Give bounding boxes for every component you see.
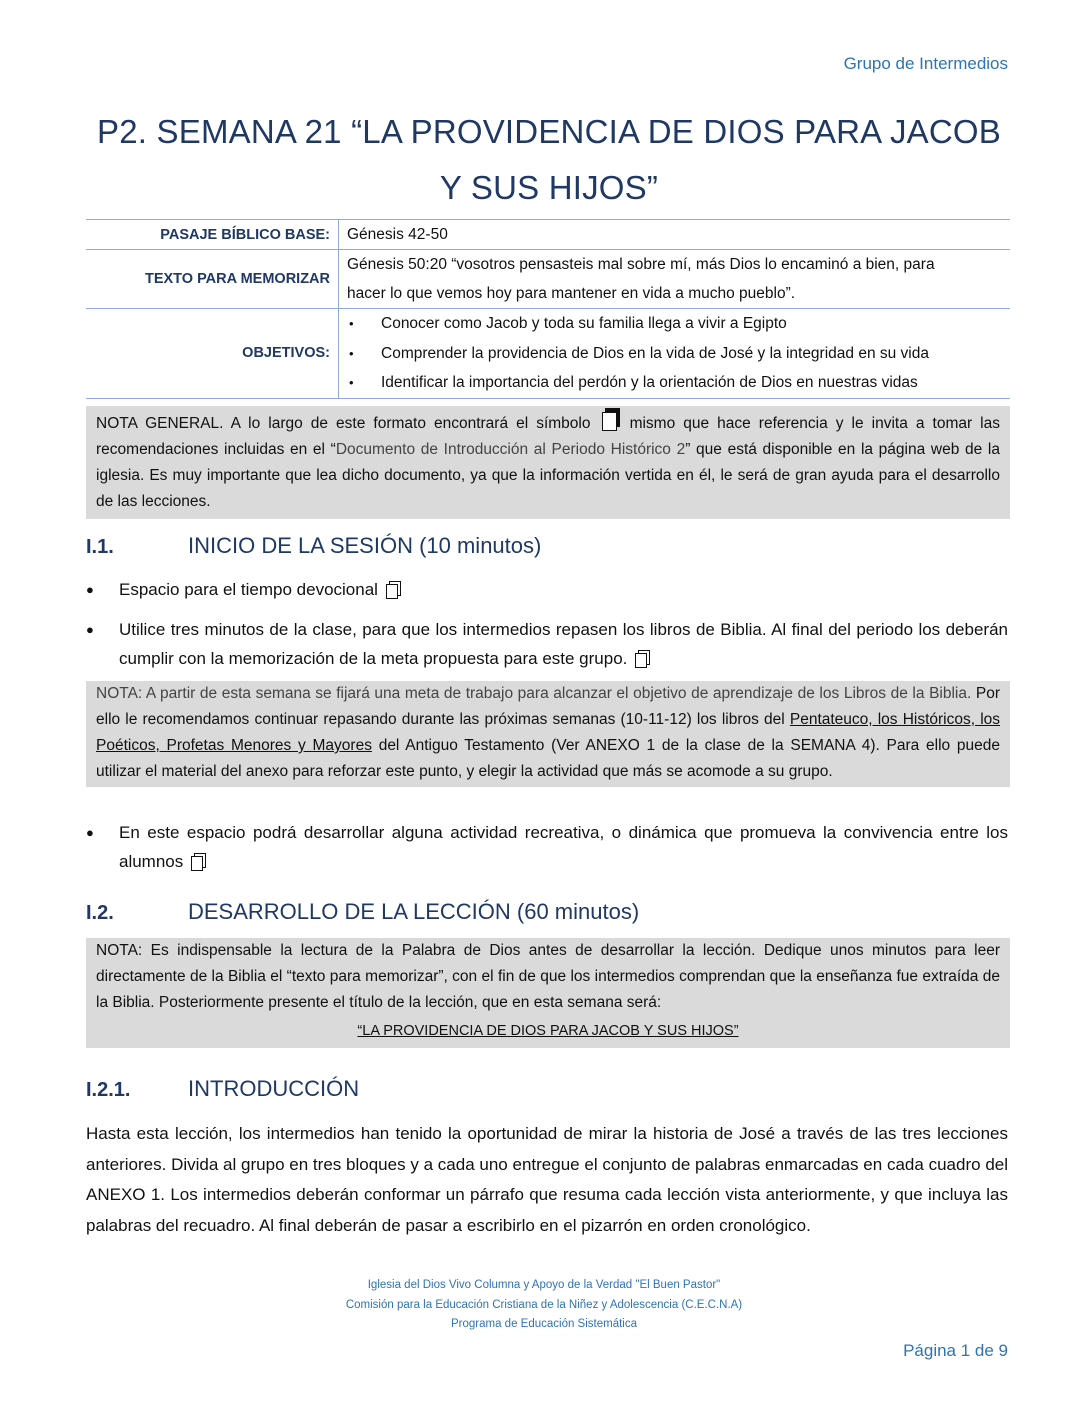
nota-lectura (86, 938, 1010, 1048)
document-icon (191, 853, 204, 869)
section-heading-inicio (86, 533, 541, 559)
objetivos-label: OBJETIVOS: (86, 309, 339, 399)
section-title: DESARROLLO DE LA LECCIÓN (60 minutos) (188, 899, 640, 924)
document-icon (635, 650, 648, 666)
objetivos-list (347, 309, 1002, 398)
title-line-1: P2. SEMANA 21 “LA PROVIDENCIA DE DIOS PARA JACOB (97, 113, 1001, 150)
title-line-2: Y SUS HIJOS” (439, 169, 659, 206)
nota-general-part2: mismo que hace referencia y le invita a tomar las recomendaciones incluidas en el “ (96, 415, 1000, 458)
bullet-text: Espacio para el tiempo devocional (119, 580, 378, 599)
lesson-title: “LA PROVIDENCIA DE DIOS PARA JACOB Y SUS HIJOS” (357, 1023, 739, 1039)
section-heading-desarrollo (86, 899, 639, 925)
footer-line-2: Comisión para la Educación Cristiana de la Niñez y Adolescencia (C.E.C.N.A) (345, 1298, 743, 1311)
nota-libros-biblia (86, 681, 1010, 787)
bullet-dot: ● (86, 582, 94, 597)
nota-part3: del Antiguo Testamento (Ver ANEXO 1 de la clase de la SEMANA 4). Para ello puede utilizar el material del anexo para reforzar este punto, y elegir la actividad que más se acomode a su grupo. (96, 737, 1001, 780)
nota-lectura-text: NOTA: Es indispensable la lectura de la Palabra de Dios antes de desarrollar la lección. Dedique unos minutos para leer directamente de la Biblia el “texto para memorizar”, con el fin de que los intermedios comprendan que la enseñanza fue extraída de la Biblia. Posteriormente presente el título de la lección, que en esta semana será: (96, 942, 1000, 1011)
document-icon (602, 408, 619, 430)
texto-value-line-2: hacer lo que vemos hoy para mantener en vida a mucho pueblo”. (347, 285, 796, 302)
bullet-libros-biblia (86, 615, 1008, 673)
objetivos-value (339, 309, 1011, 399)
objetivo-item: • Identificar la importancia del perdón y la orientación de Dios en nuestras vidas (347, 368, 1002, 398)
bullet-devocional (86, 575, 1008, 604)
bullet-text: En este espacio podrá desarrollar alguna actividad recreativa, o dinámica que promueva la convivencia entre los alumnos (119, 823, 1008, 871)
nota-link-libros[interactable]: Pentateuco, los Históricos, los Poéticos, Profetas Menores y Mayores (96, 711, 1001, 754)
header-group-name: Grupo de Intermedios (843, 54, 1008, 73)
footer-line-3: Programa de Educación Sistemática (450, 1318, 637, 1330)
section-number: I.2. (86, 902, 114, 924)
objetivo-item: • Conocer como Jacob y toda su familia llega a vivir a Egipto (347, 309, 1002, 339)
footer (0, 1276, 1088, 1335)
page-number: Página 1 de 9 (903, 1341, 1008, 1360)
section-heading-introduccion (86, 1076, 359, 1102)
nota-general-doc-ref: Documento de Introducción al Periodo Histórico 2 (335, 441, 686, 458)
page-title (86, 104, 1012, 216)
footer-line-1: Iglesia del Dios Vivo Columna y Apoyo de la Verdad "El Buen Pastor" (367, 1279, 721, 1291)
bullet-dot: ● (86, 622, 94, 637)
nota-part1: NOTA: A partir de esta semana se fijará una meta de trabajo para alcanzar el objetivo de aprendizaje de los Libros de la Biblia. (96, 685, 972, 702)
bullet-dot: ● (86, 825, 94, 840)
texto-label: TEXTO PARA MEMORIZAR (86, 250, 339, 309)
objetivo-item: • Comprender la providencia de Dios en la vida de José y la integridad en su vida (347, 339, 1002, 369)
section-number: I.2.1. (86, 1079, 131, 1101)
introduccion-paragraph: Hasta esta lección, los intermedios han tenido la oportunidad de mirar la historia de José a través de las tres lecciones anteriores. Divida al grupo en tres bloques y a cada uno entregue el conjunto de palabras enmarcadas en cada cuadro del ANEXO 1. Los intermedios deberán conformar un párrafo que resuma cada lección vista anteriormente, y que incluya las palabras del recuadro. Al final deberán de pasar a escribirlo en el pizarrón en orden cronológico. (86, 1124, 1008, 1235)
nota-part2: Por ello le recomendamos continuar repasando durante las próximas semanas (10-11-12) los libros del (96, 685, 1000, 728)
section-title: INICIO DE LA SESIÓN (10 minutos) (188, 533, 542, 558)
section-number: I.1. (86, 536, 114, 558)
nota-general-part3: ” que está disponible en la página web de la iglesia. Es muy importante que lea dicho documento, ya que la información vertida en él, le será de gran ayuda para el desarrollo de las lecciones. (96, 441, 1000, 510)
nota-general (86, 406, 1010, 519)
section-title: INTRODUCCIÓN (188, 1076, 360, 1101)
texto-value (339, 250, 1011, 309)
info-table (86, 219, 1010, 399)
bullet-actividad-recreativa (86, 818, 1008, 876)
bullet-text: Utilice tres minutos de la clase, para que los intermedios repasen los libros de Biblia. Al final del periodo los deberán cumplir con la memorización de la meta propuesta para este grupo. (119, 620, 1008, 668)
pasaje-value: Génesis 42-50 (339, 220, 1011, 250)
pasaje-label: PASAJE BÍBLICO BASE: (86, 220, 339, 250)
document-icon (386, 581, 399, 597)
texto-value-line-1: Génesis 50:20 “vosotros pensasteis mal sobre mí, más Dios lo encaminó a bien, para (347, 256, 935, 273)
nota-general-part1: NOTA GENERAL. A lo largo de este formato encontrará el símbolo (96, 415, 591, 432)
